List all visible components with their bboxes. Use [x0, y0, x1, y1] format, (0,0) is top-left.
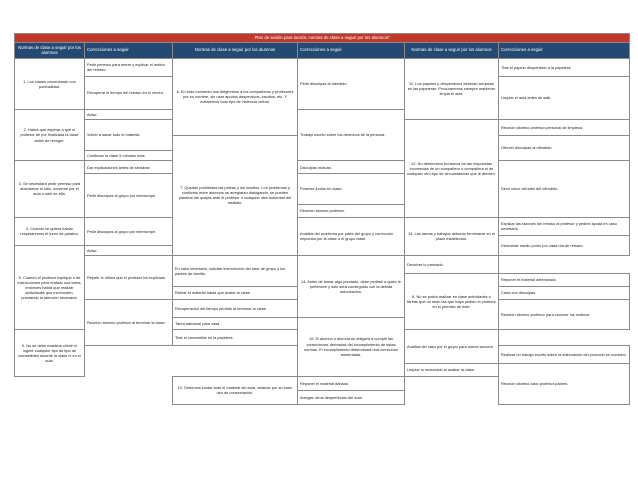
correction-cell: Reunión alumno-profesor. [298, 204, 405, 217]
correction-cell: Pedir disculpas al ofendido. [298, 58, 405, 109]
correction-cell: Reunión alumno-profesor al terminar la clase. [85, 299, 173, 345]
norm-12: 12. No deberemos burlarnos de las respuestas incorrectas de un compañero o compañera ni de cualquier otro tipo de circunstancias que le afecten. [405, 120, 499, 217]
correction-cell: Decir cinco virtudes del ofendido. [499, 161, 630, 217]
correction-cell: Reponer el material dañado. [298, 376, 405, 390]
norm-15: 15. El alumno o alumna se obligará a cumplir las correcciones derivadas del incumplimiento de estas normas. El incumplimiento determinará una corrección aumentada. [298, 317, 405, 376]
correction-cell: Tirar el papelo desperdicio a la papelera. [499, 58, 630, 76]
correction-cell: Aviso. [85, 109, 173, 119]
header-corrections-1: Correcciones a seguir [85, 42, 173, 58]
header-norms-1: Normas de clase a seguir por los alumnos [15, 42, 85, 58]
correction-cell: Dar explicaciones antes de sentarse. [85, 161, 173, 174]
spreadsheet [14, 33, 629, 405]
correction-cell: Pedir permiso para entrar y explicar el motivo del retraso. [85, 58, 173, 76]
correction-cell: Pedir disculpas al grupo por interrumpir. [85, 173, 173, 217]
correction-cell: Descontar medio punto por cada día de retraso. [499, 235, 630, 256]
norm-10: 10. Debemos cuidar todo el material del aula, velando por su buen uso de conservación. [173, 376, 298, 404]
norm-4: 4. Cuando se quiera hablar respetaremos el turno de palabra. [15, 217, 85, 245]
correction-cell: Disculpas mutuas. [298, 161, 405, 174]
correction-cell: Tirar el comestible en la papelera. [173, 330, 298, 345]
norm-11: 11. Los papeles y desperdicios deberán arrojarse en las papeleras. Procuraremos siempre mantener limpia el aula. [405, 58, 499, 120]
correction-cell: Análisis del problema por parte del grupo y corrección impuesta por la clase o el grupo clase. [298, 217, 405, 255]
norm-6: 6. En todo momento nos dirigiremos a los compañeros y profesores por su nombre, sin usar apodos despectivos, insultos, etc. Y evitaremos todo tipo de violencia verbal. [173, 58, 298, 135]
correction-cell: Volver a sacar todo el material. [85, 120, 173, 151]
correction-cell: Limpiar el aula antes de salir. [499, 76, 630, 120]
correction-cell: En caso necesario, solicitar intervención del tutor de grupo y los padres de familia. [173, 256, 298, 287]
header-corrections-2: Correcciones a seguir [298, 42, 405, 58]
correction-cell: Recuperación del tiempo perdido al terminar la clase. [173, 299, 298, 317]
norm-1: 1. Los clases comenzarán con puntualidad. [15, 58, 85, 109]
correction-cell: Arreglar otros desperfectos del aula. [298, 390, 405, 404]
correction-cell: Ofrecer disculpas al ofendido. [499, 135, 630, 161]
norm-2: 2. Habrá que esperar a que el profesor dé por finalizada la clase antes de recoger. [15, 109, 85, 160]
correction-cell: Continuar la clase 5 minutos más. [85, 150, 173, 160]
correction-cell: Realizar un trabajo escrito sobre la elaboración del producto en cuestión. [499, 345, 630, 363]
correction-cell: Reunión alumno-profesor-personal de limpieza. [499, 120, 630, 135]
norm-3: 3. Se necesitará pedir permiso para abandonar el sitio, moverse por el aula o salir de ella. [15, 161, 85, 217]
correction-cell: Repetir lo último que el profesor ha explicado. [85, 256, 173, 300]
norm-9: 9. No se debe masticar chicle ni ingerir cualquier tipo de tipo de comestibles durante la clase ni en el aula. [15, 330, 85, 376]
header-corrections-3: Correcciones a seguir [499, 42, 630, 58]
correction-cell: Reunión alumno-tutor-profesor-padres. [499, 363, 630, 404]
correction-cell: Retirar el material hasta que acabe la clase. [173, 286, 298, 299]
correction-cell: Carta con disculpas. [499, 286, 630, 299]
correction-cell: Explicar las razones del retraso al profesor y pedirle ayuda en caso necesario. [499, 217, 630, 235]
correction-cell: Pedir disculpas al grupo por interrumpir. [85, 217, 173, 245]
norm-8: 8. No se podrá realizar en clase actividades o tareas que no sean las que haya pedido el profesor en el permiso de éste. [405, 273, 499, 329]
empty-cell [15, 390, 173, 404]
norm-5: 5. Cuando el profesor explique o dé instrucciones para realizar una tarea, entonces habrá que realizar actividades que incomoden, prestando la atención necesaria. [15, 245, 85, 330]
correction-cell: Análisis del caso por el grupo para nueva sanción. [405, 330, 499, 363]
empty-cell [85, 363, 298, 376]
empty-cell [405, 376, 499, 390]
correction-cell: Devolver lo prestado. [405, 256, 499, 274]
correction-cell: Recuperar el tiempo del retraso en el recreo. [85, 76, 173, 109]
correction-cell: Aviso. [85, 245, 173, 255]
correction-cell: Tarea adicional para casa. [173, 317, 298, 330]
norm-14: 14. Antes de tomar algo prestado, debe pedirse a quien le pertenece y solo será conseguido con la debida autorización. [298, 256, 405, 318]
norm-13: 13. Las tareas y trabajos deberán terminarse en el plazo establecido. [405, 217, 499, 255]
correction-cell: Trabajo escrito sobre los derechos de la persona. [298, 109, 405, 160]
empty-cell [85, 345, 298, 363]
norm-7: 7. Quedan prohibidas las peleas y los insultos. Los problemas y conflictos entre alumnos se arreglarán dialogando, se pueden plantear las quejas ante el profesor o cualquier otra autoridad del instituto. [173, 135, 298, 256]
table-title: Plan de sesión para tutoría: normas de clase a seguir por los alumnos* [15, 34, 630, 43]
rules-table [14, 33, 630, 405]
header-norms-3: Normas de clase a seguir por los alumnos [405, 42, 499, 58]
correction-cell: Reunión alumno-profesor para conocer los motivos. [499, 299, 630, 330]
correction-cell: Ponerse juntos en clase. [298, 173, 405, 204]
correction-cell: Reponer el material deteriorado. [499, 273, 630, 286]
correction-cell: Limpiar lo ensuciado al acabar la clase. [405, 363, 499, 376]
empty-cell [405, 390, 499, 404]
header-norms-2: Normas de clase a seguir por los alumnos [173, 42, 298, 58]
empty-cell [15, 376, 173, 390]
